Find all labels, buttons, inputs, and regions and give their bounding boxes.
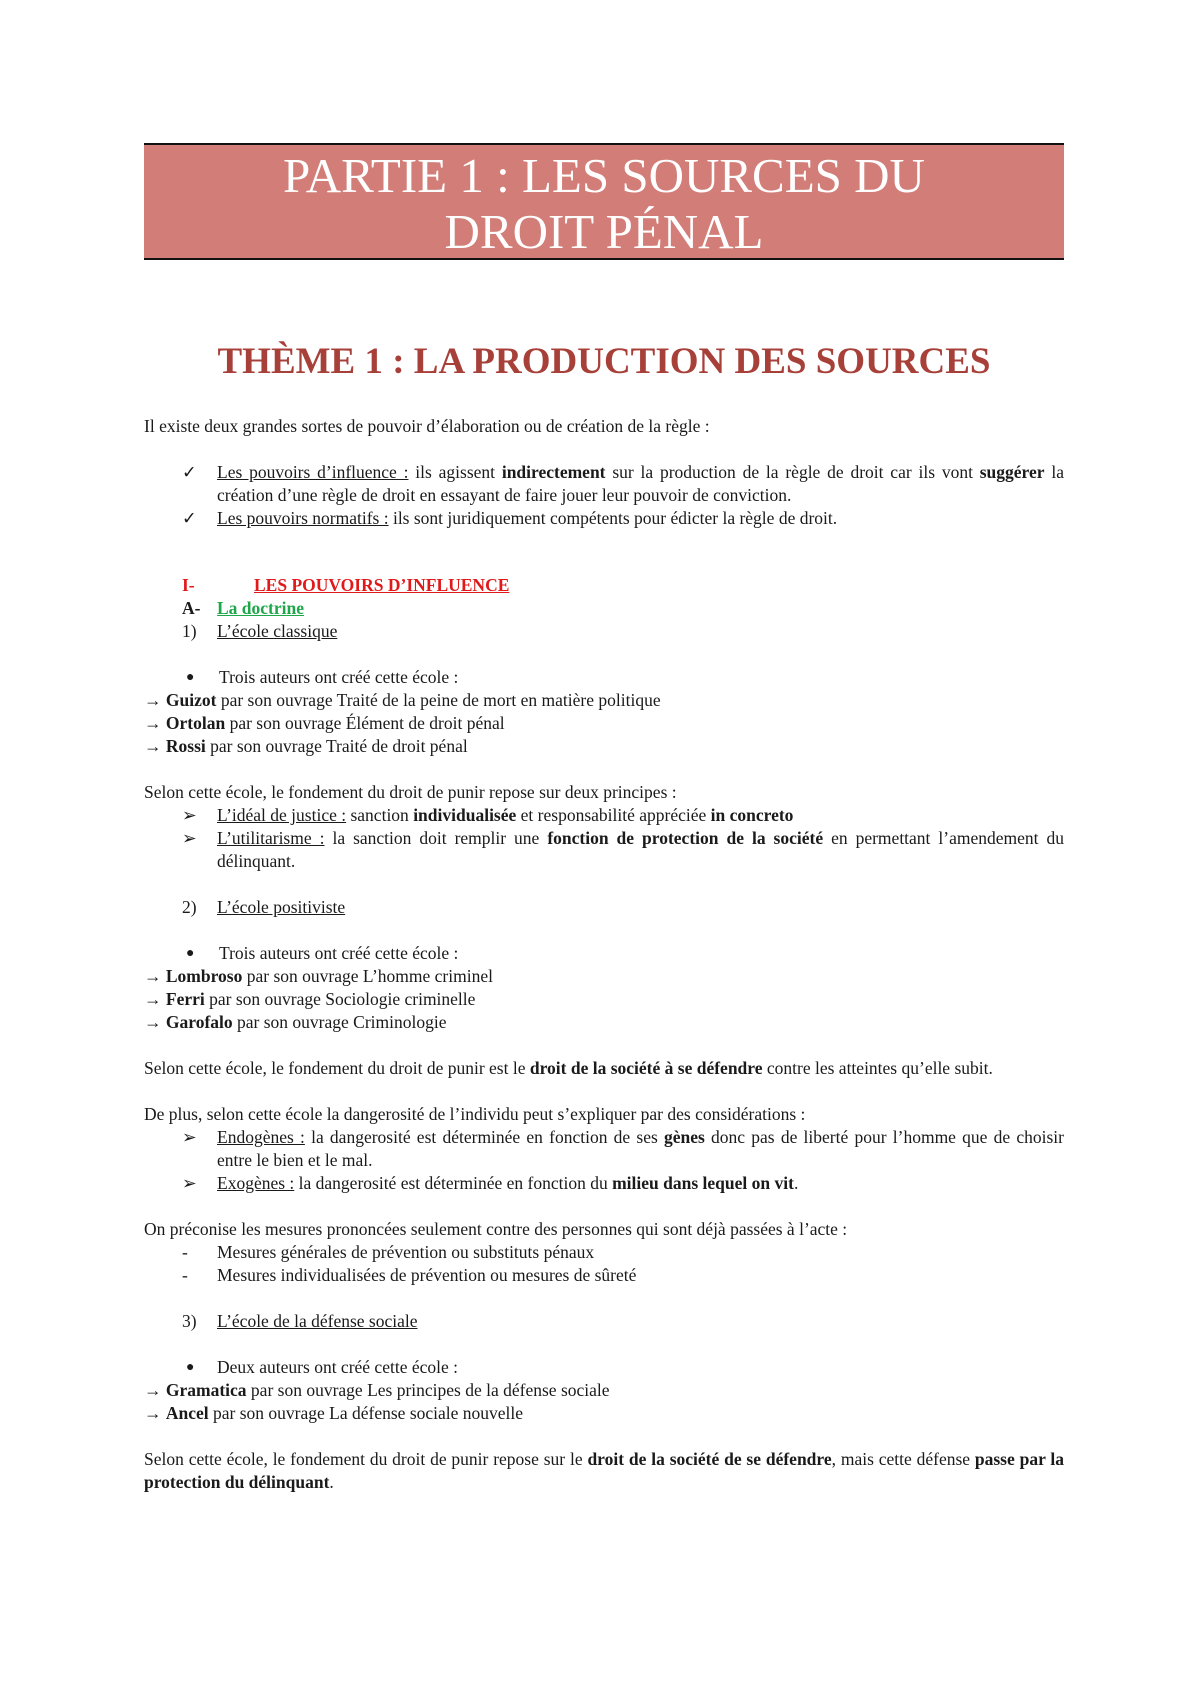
- ecole-heading-2: [144, 896, 1064, 919]
- dangerosite-item: ➢ Exogènes : la dangerosité est déterminée en fonction du milieu dans lequel on vit.: [182, 1173, 799, 1193]
- theme-title: THÈME 1 : LA PRODUCTION DES SOURCES: [217, 341, 991, 382]
- ecole-heading-1: [144, 620, 1064, 643]
- dangerosite-intro: De plus, selon cette école la dangerosité de l’individu peut s’expliquer par des considérations :: [144, 1104, 806, 1124]
- arrow-icon: →: [144, 966, 162, 986]
- authors-intro: ● Trois auteurs ont créé cette école :: [186, 667, 459, 687]
- dash-icon: -: [182, 1242, 188, 1262]
- part-title-banner: [144, 143, 1064, 260]
- arrow-icon: →: [144, 1380, 162, 1400]
- fondement-paragraph: Selon cette école, le fondement du droit de punir est le droit de la société à se défendre contre les atteintes qu’elle subit.: [144, 1058, 993, 1078]
- ecole-number: 1): [182, 621, 197, 641]
- author-line: → Rossi par son ouvrage Traité de droit pénal: [144, 736, 468, 756]
- dangerosite-item: ➢ Endogènes : la dangerosité est déterminée en fonction de ses gènes donc pas de liberté pour l’homme que de choisir entre le bien et le mal.: [182, 1127, 1065, 1170]
- authors-intro: ● Trois auteurs ont créé cette école :: [186, 943, 459, 963]
- ecole-title: L’école de la défense sociale: [217, 1311, 418, 1331]
- arrow-icon: →: [144, 690, 162, 710]
- arrowhead-icon: ➢: [182, 805, 197, 825]
- section-heading-1: [144, 574, 1064, 597]
- normatifs-label: Les pouvoirs normatifs :: [217, 508, 389, 528]
- ecole-title: L’école positiviste: [217, 897, 346, 917]
- ecole-number: 3): [182, 1311, 197, 1331]
- bullet-icon: ●: [186, 1360, 195, 1375]
- bullet-icon: ●: [186, 670, 195, 685]
- part-title-line1: PARTIE 1 : LES SOURCES DU: [283, 148, 925, 203]
- dash-icon: -: [182, 1265, 188, 1285]
- arrow-icon: →: [144, 1012, 162, 1032]
- subsection-number: A-: [182, 598, 201, 618]
- fondement-paragraph: Selon cette école, le fondement du droit de punir repose sur le droit de la société de se défendre, mais cette défense passe par la protection du délinquant.: [144, 1449, 1064, 1492]
- check-icon: ✓: [182, 462, 197, 482]
- arrow-icon: →: [144, 736, 162, 756]
- authors-intro: ● Deux auteurs ont créé cette école :: [186, 1357, 458, 1377]
- intro-paragraph: Il existe deux grandes sortes de pouvoir d’élaboration ou de création de la règle :: [144, 416, 710, 436]
- author-line: → Ferri par son ouvrage Sociologie criminelle: [144, 989, 476, 1009]
- author-line: → Gramatica par son ouvrage Les principes de la défense sociale: [144, 1380, 610, 1400]
- arrowhead-icon: ➢: [182, 1127, 197, 1147]
- list-item-normatifs: ✓ Les pouvoirs normatifs : ils sont juridiquement compétents pour édicter la règle de droit.: [182, 508, 838, 528]
- list-item-influence: ✓ Les pouvoirs d’influence : ils agissent indirectement sur la production de la règle de droit car ils vont suggérer la création d’une règle de droit en essayant de faire jouer leur pouvoir de conviction.: [182, 462, 1064, 505]
- section-title: LES POUVOIRS D’INFLUENCE: [254, 575, 510, 595]
- mesure-item: - Mesures générales de prévention ou substituts pénaux: [182, 1242, 595, 1262]
- author-line: → Garofalo par son ouvrage Criminologie: [144, 1012, 447, 1032]
- part-title-line2: DROIT PÉNAL: [444, 204, 764, 259]
- author-line: → Lombroso par son ouvrage L’homme criminel: [144, 966, 493, 986]
- principe-item: ➢ L’utilitarisme : la sanction doit remplir une fonction de protection de la société en permettant l’amendement du délinquant.: [182, 828, 1064, 871]
- document-body: [144, 415, 1064, 1494]
- arrowhead-icon: ➢: [182, 1173, 197, 1193]
- influence-label: Les pouvoirs d’influence :: [217, 462, 409, 482]
- section-number: I-: [182, 575, 195, 595]
- arrowhead-icon: ➢: [182, 828, 197, 848]
- author-line: → Guizot par son ouvrage Traité de la peine de mort en matière politique: [144, 690, 661, 710]
- author-line: → Ortolan par son ouvrage Élément de droit pénal: [144, 713, 505, 733]
- mesure-item: - Mesures individualisées de prévention ou mesures de sûreté: [182, 1265, 637, 1285]
- bullet-icon: ●: [186, 946, 195, 961]
- subsection-title: La doctrine: [217, 598, 305, 618]
- ecole-heading-3: [144, 1310, 1064, 1333]
- check-icon: ✓: [182, 508, 197, 528]
- principe-item: ➢ L’idéal de justice : sanction individualisée et responsabilité appréciée in concreto: [182, 805, 794, 825]
- arrow-icon: →: [144, 713, 162, 733]
- ecole-title: L’école classique: [217, 621, 338, 641]
- principes-intro: Selon cette école, le fondement du droit de punir repose sur deux principes :: [144, 782, 677, 802]
- arrow-icon: →: [144, 989, 162, 1009]
- ecole-number: 2): [182, 897, 197, 917]
- mesures-intro: On préconise les mesures prononcées seulement contre des personnes qui sont déjà passées à l’acte :: [144, 1219, 848, 1239]
- arrow-icon: →: [144, 1403, 162, 1423]
- author-line: → Ancel par son ouvrage La défense sociale nouvelle: [144, 1403, 524, 1423]
- subsection-heading-a: [144, 597, 1064, 620]
